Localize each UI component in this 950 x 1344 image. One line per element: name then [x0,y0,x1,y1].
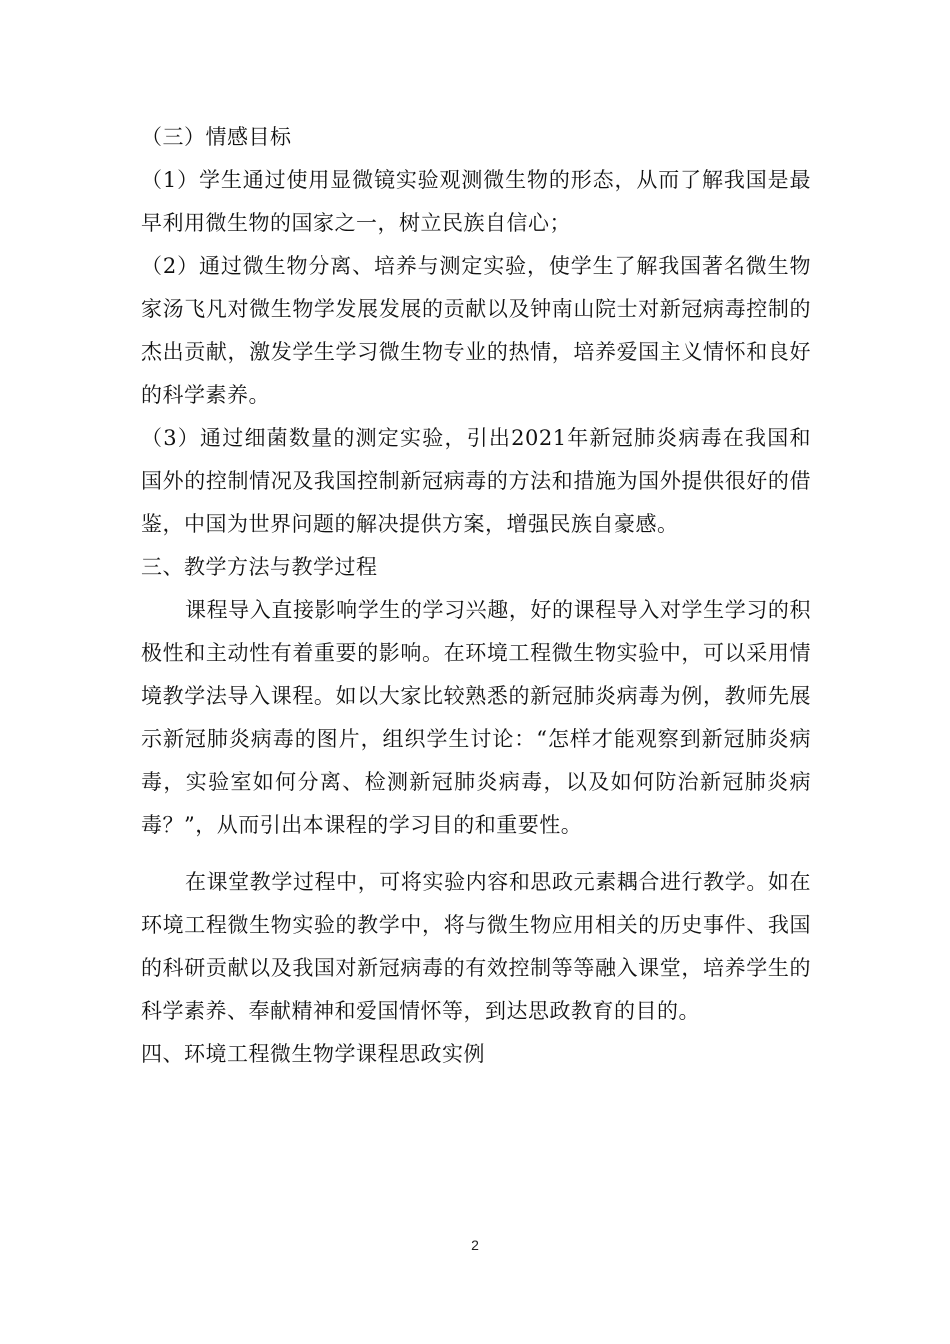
paragraph-goal-3: （3）通过细菌数量的测定实验，引出2021年新冠肺炎病毒在我国和国外的控制情况及我国控制新冠病毒的方法和措施为国外提供很好的借鉴，中国为世界问题的解决提供方案，增强民族自豪感。 [141,426,811,536]
section-heading-teaching-methods: 三、教学方法与教学过程 [141,555,378,579]
paragraph-goal-2: （2）通过微生物分离、培养与测定实验，使学生了解我国著名微生物家汤飞凡对微生物学发展发展的贡献以及钟南山院士对新冠病毒控制的杰出贡献，激发学生学习微生物专业的热情，培养爱国主义情怀和良好的科学素养。 [141,254,811,407]
paragraph-spacer [141,847,811,861]
paragraph-goal-1: （1）学生通过使用显微镜实验观测微生物的形态，从而了解我国是最早利用微生物的国家之一，树立民族自信心； [141,168,811,235]
section-heading-course-examples: 四、环境工程微生物学课程思政实例 [141,1042,485,1066]
document-body [141,116,811,1076]
section-heading-affective-goals: （三）情感目标 [141,125,292,149]
paragraph-classroom-teaching: 在课堂教学过程中，可将实验内容和思政元素耦合进行教学。如在环境工程微生物实验的教学中，将与微生物应用相关的历史事件、我国的科研贡献以及我国对新冠病毒的有效控制等等融入课堂，培养学生的科学素养、奉献精神和爱国情怀等，到达思政教育的目的。 [141,870,811,1023]
paragraph-course-introduction: 课程导入直接影响学生的学习兴趣，好的课程导入对学生学习的积极性和主动性有着重要的影响。在环境工程微生物实验中，可以采用情境教学法导入课程。如以大家比较熟悉的新冠肺炎病毒为例，教师先展示新冠肺炎病毒的图片，组织学生讨论：“怎样才能观察到新冠肺炎病毒，实验室如何分离、检测新冠肺炎病毒，以及如何防治新冠肺炎病毒？”，从而引出本课程的学习目的和重要性。 [141,598,811,837]
page-number: 2 [471,1237,479,1253]
